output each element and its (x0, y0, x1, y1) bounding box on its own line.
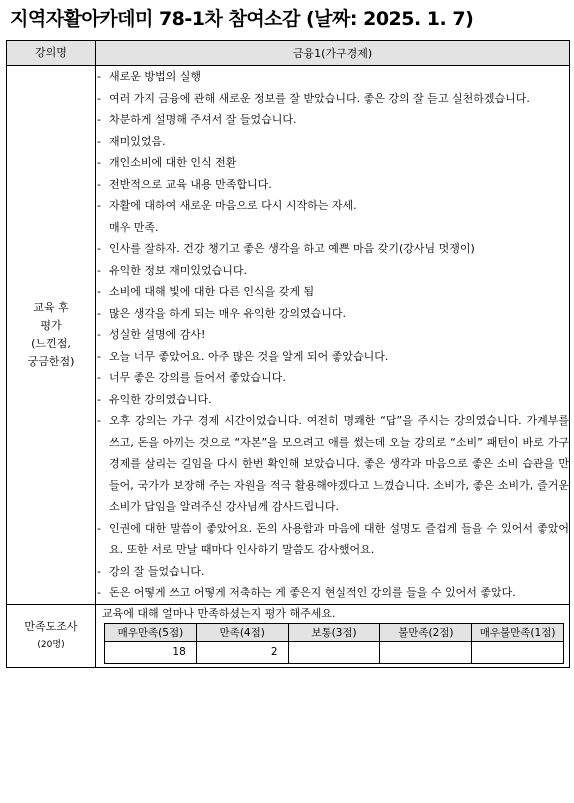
satisfaction-header-row (105, 623, 564, 641)
feedback-item: - 오후 강의는 가구 경제 시간이었습니다. 여전히 명쾌한 “답”을 주시는 강의였습니다. 가계부를 쓰고, 돈을 아끼는 것으로 “자본”을 모으려고 애를 썼는데 오늘 강의로 “소비” 패턴이 바로 가구 경제를 살리는 길임을 다시 한번 확인해 보았습니다. 좋은 생각과 마음으로 좋은 소비 습관을 만들어, 국가가 보장해 주는 자원을 적극 활용해야겠다고 느꼈습니다. 소비가, 좋은 소비가, 즐거운 소비가 답임을 알려주신 강사님께 감사드립니다. (96, 410, 569, 518)
evaluation-label-line1: 교육 후 (33, 300, 69, 314)
feedback-item: - 재미있었음. (96, 131, 569, 153)
satisfaction-value (472, 641, 564, 663)
evaluation-label-line2: 평가 (40, 318, 62, 332)
satisfaction-value: 18 (105, 641, 197, 663)
feedback-item: - 돈은 어떻게 쓰고 어떻게 저축하는 게 좋은지 현실적인 강의를 들을 수 있어서 좋았다. (96, 582, 569, 604)
lecture-name: 금융1(가구경제) (96, 41, 570, 66)
evaluation-row (7, 66, 570, 605)
satisfaction-row (7, 604, 570, 667)
header-row (7, 41, 570, 66)
satisfaction-label (7, 604, 96, 667)
page-title: 지역자활아카데미 78-1차 참여소감 (날짜: 2025. 1. 7) (10, 8, 474, 30)
satisfaction-column-header: 보통(3점) (288, 623, 380, 641)
satisfaction-value-row (105, 641, 564, 663)
feedback-item: - 많은 생각을 하게 되는 매우 유익한 강의였습니다. (96, 303, 569, 325)
satisfaction-label-text: 만족도조사 (24, 619, 78, 633)
feedback-item: - 성실한 설명에 감사! (96, 324, 569, 346)
satisfaction-count: (20명) (37, 639, 65, 650)
evaluation-label (7, 66, 96, 605)
feedback-item: - 유익한 강의였습니다. (96, 389, 569, 411)
feedback-table (6, 40, 570, 668)
feedback-item: - 소비에 대해 빛에 대한 다른 인식을 갖게 됨 (96, 281, 569, 303)
satisfaction-content (96, 604, 570, 667)
feedback-item: - 인사를 잘하자. 건강 챙기고 좋은 생각을 하고 예쁜 마음 갖기(강사님 멋쟁이) (96, 238, 569, 260)
satisfaction-value (288, 641, 380, 663)
satisfaction-table (104, 623, 564, 664)
evaluation-label-line4: 궁금한점) (27, 354, 75, 368)
satisfaction-column-header: 불만족(2점) (380, 623, 472, 641)
feedback-item: - 전반적으로 교육 내용 만족합니다. (96, 174, 569, 196)
lecture-label: 강의명 (7, 41, 96, 66)
satisfaction-question: 교육에 대해 얼마나 만족하셨는지 평가 해주세요. (102, 606, 336, 620)
evaluation-label-line3: (느낀점, (31, 336, 71, 350)
feedback-list (96, 66, 569, 604)
feedback-item: - 인권에 대한 말씀이 좋았어요. 돈의 사용함과 마음에 대한 설명도 즐겁게 들을 수 있어서 좋았어요. 또한 서로 만날 때마다 인사하기 말씀도 감사했어요. (96, 518, 569, 561)
feedback-item: - 개인소비에 대한 인식 전환 (96, 152, 569, 174)
satisfaction-value: 2 (196, 641, 288, 663)
feedback-item: - 너무 좋은 강의를 들어서 좋았습니다. (96, 367, 569, 389)
feedback-item: - 자활에 대하여 새로운 마음으로 다시 시작하는 자세. 매우 만족. (96, 195, 569, 238)
satisfaction-column-header: 만족(4점) (196, 623, 288, 641)
feedback-item: - 새로운 방법의 실행 (96, 66, 569, 88)
satisfaction-column-header: 매우불만족(1점) (472, 623, 564, 641)
feedback-item: - 여러 가지 금융에 관해 새로운 정보를 잘 받았습니다. 좋은 강의 잘 듣고 실천하겠습니다. (96, 88, 569, 110)
satisfaction-value (380, 641, 472, 663)
evaluation-content (96, 66, 570, 605)
feedback-item: - 유익한 정보 재미있었습니다. (96, 260, 569, 282)
feedback-item: - 강의 잘 들었습니다. (96, 561, 569, 583)
feedback-item: - 차분하게 설명해 주셔서 잘 들었습니다. (96, 109, 569, 131)
satisfaction-column-header: 매우만족(5점) (105, 623, 197, 641)
feedback-item: - 오늘 너무 좋았어요. 아주 많은 것을 알게 되어 좋았습니다. (96, 346, 569, 368)
